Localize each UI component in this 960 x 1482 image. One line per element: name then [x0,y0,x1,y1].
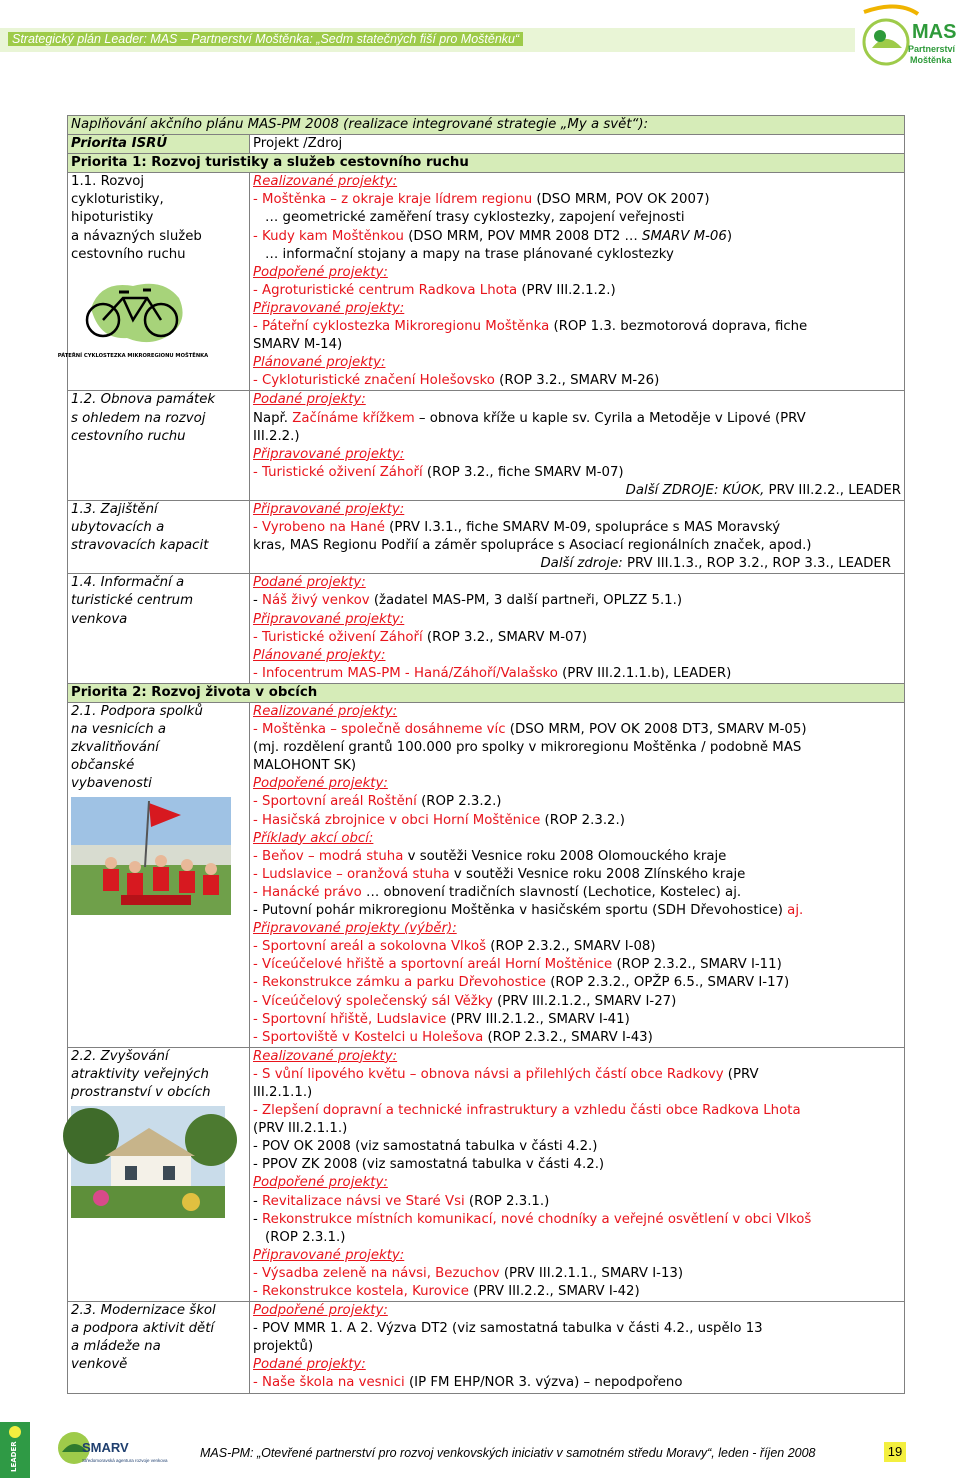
project-line: III.2.2.) [253,428,300,444]
measure-label: 1.1. Rozvoj [71,174,145,190]
project-line: - Kudy kam Moštěnkou (DSO MRM, POV MMR 2008 DT2 … SMARV M-06) [253,228,733,244]
section-heading: Plánované projekty: [253,355,386,371]
measure-label: 1.2. Obnova památek [71,392,216,408]
measure-label: hipoturistiky [71,210,154,226]
project-line: - Beňov – modrá stuha v soutěži Vesnice roku 2008 Olomouckého kraje [253,848,727,864]
measure-label: 1.3. Zajištění [71,501,158,517]
priority-1-row [68,154,905,173]
priority-1-title: Priorita 1: Rozvoj turistiky a služeb cestovního ruchu [68,154,905,173]
measure-1-1-cell [57,173,250,391]
measure-2-2-projects [250,1047,905,1301]
measure-1-1-projects [250,173,905,391]
project-line: - Víceúčelové hřiště a sportovní areál Horní Moštěnice (ROP 2.3.2., SMARV I-11) [253,957,782,973]
measure-label: ubytovacích a [71,520,165,536]
project-line: Další zdroje: PRV III.1.3., ROP 3.2., ROP 3.3., LEADER [540,556,891,572]
section-heading: Podané projekty: [253,575,366,591]
section-heading: Připravované projekty (výběr): [253,921,457,937]
measure-2-3-projects [250,1302,905,1393]
project-line: (mj. rozdělení grantů 100.000 pro spolky v mikroregionu Moštěnka / podobně MAS [253,740,802,756]
measure-1-4-projects [250,574,905,684]
measure-label: a návazných služeb [71,228,202,244]
priority-2-title: Priorita 2: Rozvoj života v obcích [68,683,905,702]
measure-2-1-cell [68,703,250,1048]
section-heading: Podpořené projekty: [253,1175,388,1191]
project-line: - S vůní lipového květu – obnova návsi a přilehlých částí obce Radkovy (PRV [253,1066,759,1082]
section-heading: Připravované projekty: [253,1247,405,1263]
measure-label: zkvalitňování [71,740,160,756]
measure-1-2-cell [68,391,250,501]
project-line: - Hasičská zbrojnice v obci Horní Moštěnice (ROP 2.3.2.) [253,812,625,828]
section-heading: Podané projekty: [253,392,366,408]
logo-text-partnerstvi: Partnerství [908,44,956,54]
col-priority-header: Priorita ISRÚ [68,135,250,154]
project-line: - Infocentrum MAS-PM - Haná/Záhoří/Valašsko (PRV III.2.1.1.b), LEADER) [253,665,732,681]
measure-label: prostranství v obcích [71,1084,211,1100]
project-line: - Moštěnka – společně dosáhneme víc (DSO MRM, POV OK 2008 DT3, SMARV M-05) [253,722,807,738]
table-row [68,173,905,391]
project-line: - Páteřní cyklostezka Mikroregionu Moštěnka (ROP 1.3. bezmotorová doprava, fiche [253,319,808,335]
measure-label: 2.2. Zvyšování [71,1048,169,1064]
section-heading: Připravované projekty: [253,446,405,462]
cycling-logo-caption: PÁTEŘNÍ CYKLOSTEZKA MIKROREGIONU MOŠTĚNKA [57,352,209,359]
project-line: (PRV III.2.1.1.) [253,1121,348,1137]
project-line: III.2.1.1.) [253,1084,313,1100]
table-header-row [68,135,905,154]
project-line: - PPOV ZK 2008 (viz samostatná tabulka v části 4.2.) [253,1157,605,1173]
measure-label: cestovního ruchu [71,246,186,262]
table-title-row [68,116,905,135]
project-line: Např. Začínáme křížkem – obnova kříže u kaple sv. Cyrila a Metoděje v Lipové (PRV [253,410,806,426]
measure-label: cestovního ruchu [71,428,186,444]
smarv-logo-subtext: Středomoravská agentura rozvoje venkova [82,1458,168,1463]
table-row [68,703,905,1048]
project-line: - Moštěnka – z okraje kraje lídrem regionu (DSO MRM, POV OK 2007) [253,192,710,208]
logo-text-mas: MAS [912,21,957,43]
table-title: Naplňování akčního plánu MAS-PM 2008 (realizace integrované strategie „My a svět“): [68,116,905,135]
project-line: - Víceúčelový společenský sál Věžky (PRV III.2.1.2., SMARV I-27) [253,993,677,1009]
table-row [68,500,905,573]
project-line: - Sportovní areál a sokolovna Vlkoš (ROP 2.3.2., SMARV I-08) [253,939,656,955]
project-line: - Rekonstrukce místních komunikací, nové chodníky a veřejné osvětlení v obci Vlkoš [253,1211,812,1227]
section-heading: Podpořené projekty: [253,776,388,792]
cycling-path-logo [57,268,246,366]
project-line: - POV OK 2008 (viz samostatná tabulka v části 4.2.) [253,1139,598,1155]
measure-label: a podpora aktivit dětí [71,1321,215,1337]
project-line: projektů) [253,1339,314,1355]
measure-label: 2.1. Podpora spolků [71,704,203,719]
project-line: Další ZDROJE: KÚOK, PRV III.2.2., LEADER [625,482,901,498]
project-line: - Turistické oživení Záhoří (ROP 3.2., SMARV M-07) [253,629,588,645]
measure-label: cykloturistiky, [71,192,164,208]
project-line: - Hanácké právo … obnovení tradičních slavností (Lechotice, Kostelec) aj. [253,884,742,900]
section-heading: Realizované projekty: [253,1048,398,1064]
page-number: 19 [884,1442,906,1462]
table-row [68,574,905,684]
measure-label: a mládeže na [71,1339,161,1355]
measure-label: na vesnicích a [71,722,167,738]
project-line: MALOHONT SK) [253,758,357,774]
measure-2-2-cell [68,1047,250,1301]
measure-label: atraktivity veřejných [71,1066,209,1082]
project-line: kras, MAS Regionu Podřií a záměr spolupráce s Asociací regionálních značek, apod.) [253,538,812,554]
section-heading: Realizované projekty: [253,704,398,719]
firefighters-photo [71,797,246,921]
section-heading: Plánované projekty: [253,647,386,663]
measure-1-2-projects [250,391,905,501]
measure-2-1-projects [250,703,905,1048]
measure-label: 1.4. Informační a [71,575,185,591]
section-heading: Podpořené projekty: [253,264,388,280]
project-line: - Putovní pohár mikroregionu Moštěnka v hasičském sportu (SDH Dřevohostice) aj. [253,903,804,919]
project-line: - Sportovní areál Roštění (ROP 2.3.2.) [253,794,502,810]
project-line: - Revitalizace návsi ve Staré Vsi (ROP 2.3.1.) [253,1193,550,1209]
footer-text: MAS-PM: „Otevřené partnerství pro rozvoj venkovských iniciativ v samotném středu Moravy“, leden - říjen 2008 [200,1446,816,1460]
project-line: - Vyrobeno na Hané (PRV I.3.1., fiche SMARV M-09, spolupráce s MAS Moravský [253,520,781,536]
project-line: - Rekonstrukce zámku a parku Dřevohostice (ROP 2.3.2., OPŽP 6.5., SMARV I-17) [253,975,790,991]
section-heading: Podpořené projekty: [253,1303,388,1319]
measure-label: venkově [71,1357,128,1373]
project-line: - Ludslavice – oranžová stuha v soutěži Vesnice roku 2008 Zlínského kraje [253,866,746,882]
project-line: - Zlepšení dopravní a technické infrastruktury a vzhledu části obce Radkova Lhota [253,1103,801,1119]
leader-logo-text: LEADER [10,1441,18,1472]
action-plan-table [57,115,905,1394]
project-line: … geometrické zaměření trasy cyklostezky, zapojení veřejnosti [265,210,685,226]
project-line: - POV MMR 1. A 2. Výzva DT2 (viz samostatná tabulka v části 4.2., uspělo 13 [253,1321,763,1337]
project-line: - Naše škola na vesnici (IP FM EHP/NOR 3. výzva) – nepodpořeno [253,1375,683,1391]
project-line: - Turistické oživení Záhoří (ROP 3.2., fiche SMARV M-07) [253,464,624,480]
project-line: … informační stojany a mapy na trase plánované cyklostezky [265,246,674,262]
smarv-logo-text: SMARV [82,1440,129,1455]
section-heading: Podané projekty: [253,1357,366,1373]
table-row [68,1302,905,1393]
measure-1-3-projects [250,500,905,573]
cottage-photo [71,1106,246,1224]
table-row [68,1047,905,1301]
measure-label: turistické centrum [71,593,194,609]
measure-label: vybavenosti [71,776,152,792]
measure-label: 2.3. Modernizace škol [71,1303,216,1319]
header-title: Strategický plán Leader: MAS – Partnerství Moštěnka: „Sedm statečných fiší pro Moštěnku“ [8,32,523,46]
col-project-header: Projekt /Zdroj [250,135,905,154]
project-line: (ROP 2.3.1.) [265,1229,346,1245]
measure-1-3-cell [68,500,250,573]
measure-label: občanské [71,758,135,774]
measure-2-3-cell [68,1302,250,1393]
priority-2-row [68,683,905,702]
section-heading: Příklady akcí obcí: [253,830,374,846]
footer-logos [0,1420,190,1478]
section-heading: Připravované projekty: [253,300,405,316]
measure-label: venkova [71,611,128,627]
project-line: - Sportoviště v Kostelci u Holešova (ROP 2.3.2., SMARV I-43) [253,1029,653,1045]
project-line: - Cykloturistické značení Holešovsko (ROP 3.2., SMARV M-26) [253,373,660,389]
project-line: - Náš živý venkov (žadatel MAS-PM, 3 další partneři, OPLZZ 5.1.) [253,593,683,609]
measure-label: stravovacích kapacit [71,538,209,554]
project-line: - Sportovní hřiště, Ludslavice (PRV III.2.1.2., SMARV I-41) [253,1011,630,1027]
measure-label: s ohledem na rozvoj [71,410,206,426]
project-line: - Agroturistické centrum Radkova Lhota (PRV III.2.1.2.) [253,282,616,298]
section-heading: Připravované projekty: [253,501,405,517]
table-row [68,391,905,501]
logo-text-mostenka: Moštěnka [910,55,952,65]
measure-1-4-cell [68,574,250,684]
section-heading: Realizované projekty: [253,174,398,190]
project-line: SMARV M-14) [253,337,343,353]
mas-logo [858,2,958,74]
project-line: - Výsadba zeleně na návsi, Bezuchov (PRV III.2.1.1., SMARV I-13) [253,1265,684,1281]
section-heading: Připravované projekty: [253,611,405,627]
project-line: - Rekonstrukce kostela, Kurovice (PRV III.2.2., SMARV I-42) [253,1284,640,1299]
